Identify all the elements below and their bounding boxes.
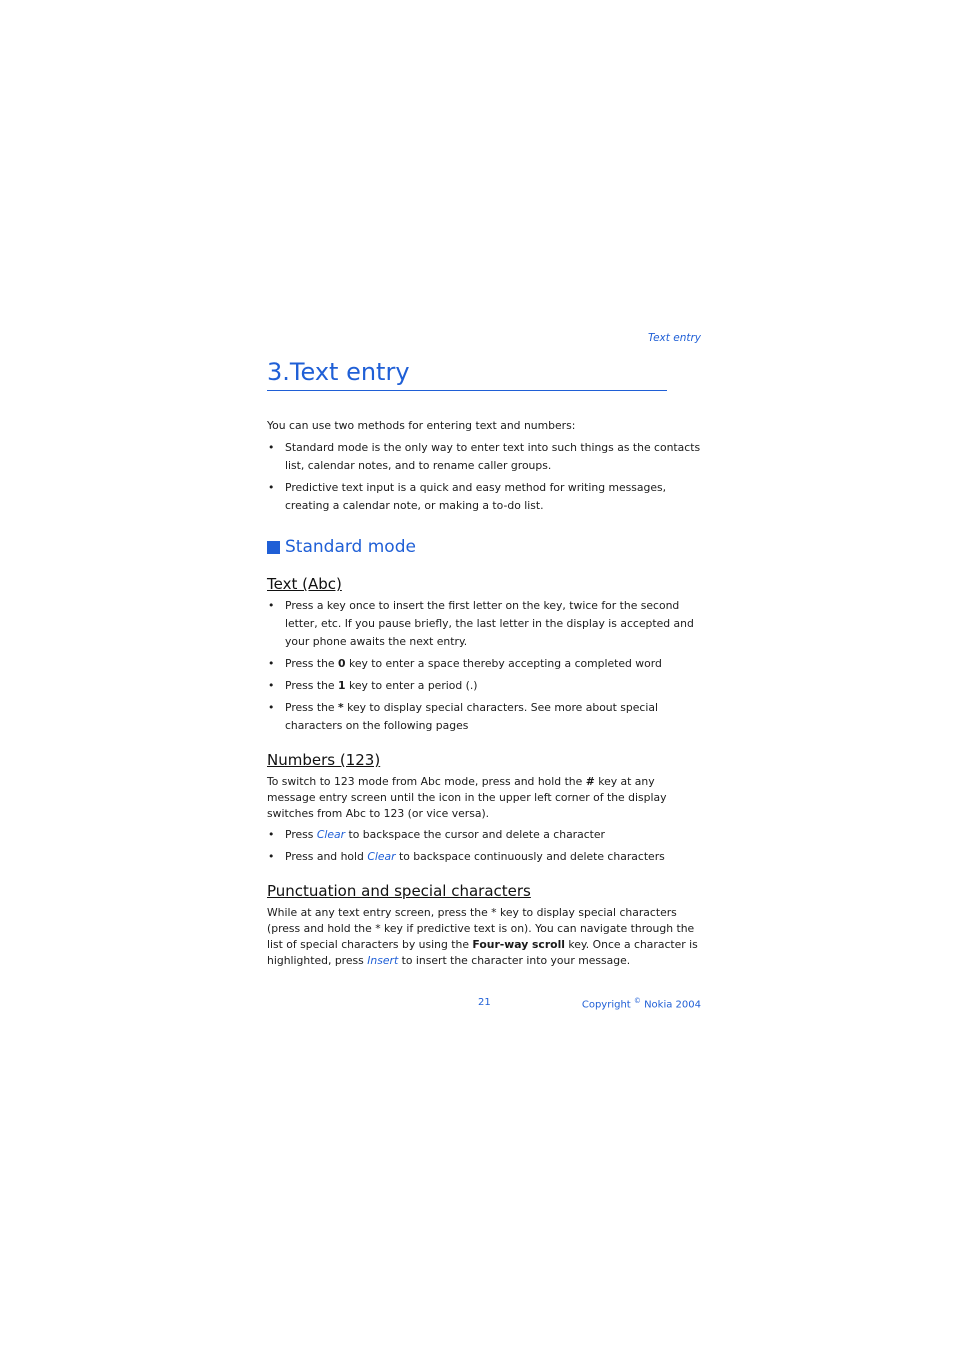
key-name: Four-way scroll [472,938,565,951]
chapter-title: 3.Text entry [267,356,667,391]
page-content [267,417,703,969]
bullet-icon: • [268,657,275,670]
section-title: Standard mode [285,537,416,557]
copyright-icon: © [633,997,641,1005]
list-item [267,677,703,695]
punctuation-paragraph: While at any text entry screen, press the * key to display special characters (press and hold the * key if predictive text is on). You can navigate through the list of special characters by using the Four-way scroll key. Once a character is highlighted, press Insert to insert the character into your message. [267,906,698,967]
list-item-text: key to enter a space thereby accepting a completed word [345,657,662,670]
intro-bullet-list [267,439,703,515]
list-item [267,439,703,475]
text-abc-bullet-list [267,597,703,735]
bullet-icon: • [268,850,275,863]
list-item-text: Predictive text input is a quick and easy method for writing messages, creating a calendar note, or making a to-do list. [285,481,667,512]
softkey-insert: Insert [367,954,399,967]
square-icon [267,541,280,554]
bullet-icon: • [268,599,275,612]
running-header: Text entry [647,332,701,344]
softkey-clear: Clear [367,850,396,863]
intro-paragraph: You can use two methods for entering text and numbers: [267,419,576,432]
bullet-icon: • [268,679,275,692]
softkey-clear: Clear [316,828,346,841]
list-item-text: Press the [285,657,338,670]
list-item [267,826,703,844]
list-item-text: Press a key once to insert the first letter on the key, twice for the second letter, etc. If you pause briefly, the last letter in the display is accepted and your phone awaits the next entry. [285,599,694,648]
numbers-bullet-list [267,826,703,866]
subheading-numbers: Numbers (123) [267,751,381,769]
key-name: # [585,775,595,788]
list-item-text: key to enter a period (.) [345,679,478,692]
list-item-text: Press the [285,679,338,692]
list-item [267,655,703,673]
page-number: 21 [478,997,491,1008]
key-name: * [338,701,344,714]
list-item [267,699,703,735]
subheading-text-abc: Text (Abc) [267,575,342,593]
list-item-text: Press [285,828,317,841]
bullet-icon: • [268,701,275,714]
subheading-punctuation: Punctuation and special characters [267,882,531,900]
key-name: 1 [338,679,346,692]
bullet-icon: • [268,441,275,454]
bullet-icon: • [268,828,275,841]
list-item [267,848,703,866]
list-item-text: Press the [285,701,338,714]
section-heading-standard-mode [267,535,703,559]
list-item [267,479,703,515]
list-item-text: Press and hold [285,850,368,863]
list-item-text: key to display special characters. See more about special characters on the following pages [285,701,658,732]
list-item-text: to backspace continuously and delete characters [395,850,665,863]
list-item [267,597,703,651]
list-item-text: to backspace the cursor and delete a character [345,828,605,841]
numbers-paragraph: To switch to 123 mode from Abc mode, press and hold the # key at any message entry screen until the icon in the upper left corner of the display switches from Abc to 123 (or vice versa). [267,775,667,820]
copyright-notice: Copyright © Nokia 2004 [581,997,701,1011]
bullet-icon: • [268,481,275,494]
key-name: 0 [338,657,346,670]
list-item-text: Standard mode is the only way to enter text into such things as the contacts list, calendar notes, and to rename caller groups. [285,441,701,472]
